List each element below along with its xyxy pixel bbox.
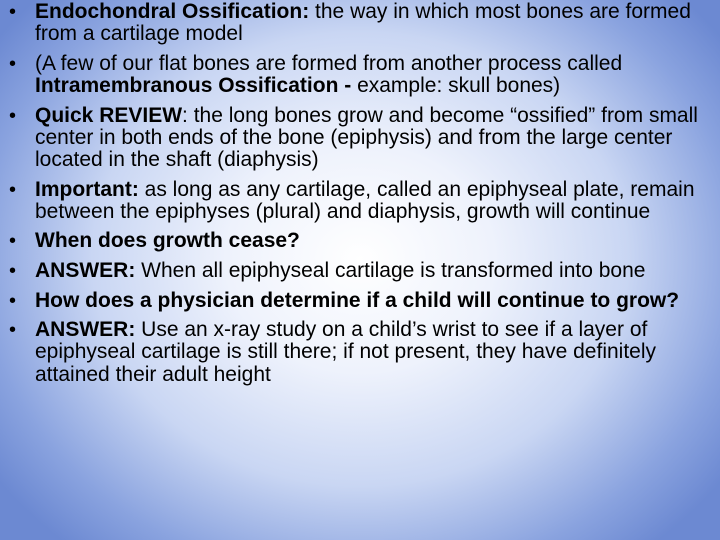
- bullet-bold: Important:: [35, 177, 139, 201]
- bullet-question-physician: [8, 290, 712, 312]
- bullet-text-pre: (A few of our flat bones are formed from another process called: [35, 51, 623, 75]
- bullet-text: Use an x-ray study on a child’s wrist to see if a layer of epiphyseal cartilage is still there; if not present, they have definitely attained their adult height: [35, 318, 657, 386]
- bullet-intramembranous: [8, 53, 712, 97]
- bullet-bold: Intramembranous Ossification -: [35, 74, 352, 97]
- bullet-text: When all epiphyseal cartilage is transformed into bone: [135, 258, 646, 282]
- bullet-quick-review: [8, 105, 712, 172]
- bullet-bold: Endochondral Ossification:: [35, 0, 310, 23]
- bullet-list: [8, 1, 712, 386]
- bullet-text: as long as any cartilage, called an epiphyseal plate, remain between the epiphyses (plural) and diaphysis, growth will continue: [35, 177, 695, 223]
- bullet-answer-cartilage-bone: [8, 260, 712, 282]
- bullet-bold: ANSWER:: [35, 258, 136, 282]
- bullet-text: : the long bones grow and become “ossified” from small center in both ends of the bone (epiphysis) and from the large center located in the shaft (diaphysis): [35, 103, 698, 171]
- bullet-text: example: skull bones): [351, 74, 561, 97]
- bullet-endochondral: [8, 1, 712, 45]
- bullet-answer-xray: [8, 319, 712, 386]
- bullet-important: [8, 179, 712, 223]
- bullet-question-growth-cease: [8, 230, 712, 252]
- bullet-bold: ANSWER:: [35, 318, 136, 342]
- bullet-bold: When does growth cease?: [35, 229, 300, 253]
- bullet-bold: Quick REVIEW: [35, 103, 183, 127]
- bullet-bold: How does a physician determine if a child will continue to grow?: [35, 288, 680, 312]
- bullet-text: the way in which most bones are formed from a cartilage model: [35, 0, 691, 46]
